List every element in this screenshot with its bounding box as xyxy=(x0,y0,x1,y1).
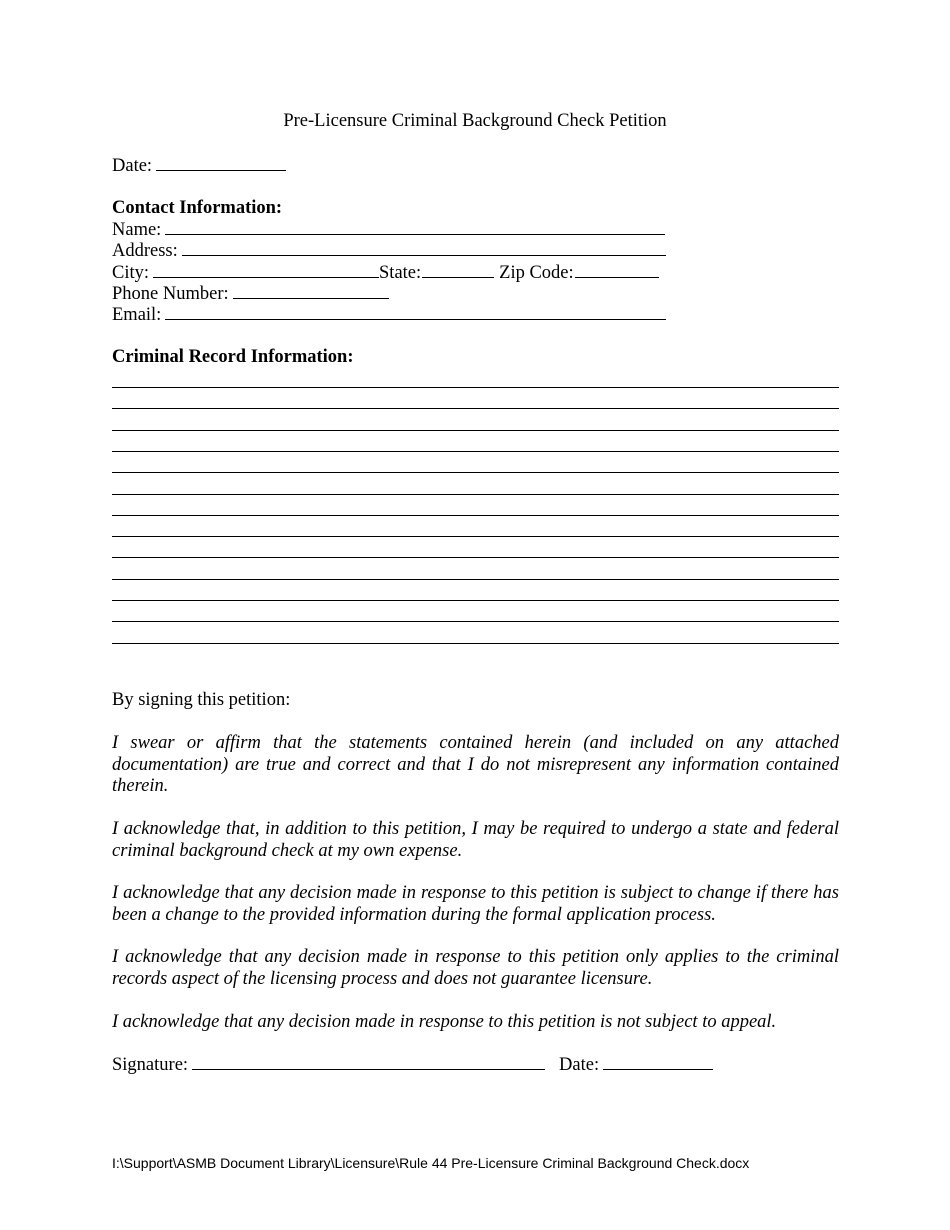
document-title: Pre-Licensure Criminal Background Check Petition xyxy=(283,111,667,131)
name-field-row xyxy=(112,219,665,241)
statement-2: I acknowledge that, in addition to this petition, I may be required to undergo a state and federal criminal background check at my own expense. xyxy=(112,819,839,861)
email-field-row xyxy=(112,304,666,326)
signature-date-label: Date: xyxy=(559,1055,600,1075)
statement-5: I acknowledge that any decision made in response to this petition is not subject to appeal. xyxy=(112,1012,777,1032)
signature-date-blank[interactable] xyxy=(603,1054,713,1070)
signature-blank[interactable] xyxy=(192,1054,545,1070)
criminal-record-line[interactable] xyxy=(112,643,839,644)
criminal-heading: Criminal Record Information: xyxy=(112,347,354,367)
criminal-record-line[interactable] xyxy=(112,579,839,580)
date-field-row xyxy=(112,155,286,177)
criminal-record-line[interactable] xyxy=(112,387,839,388)
criminal-record-line[interactable] xyxy=(112,430,839,431)
address-field-row xyxy=(112,240,666,262)
statement-3: I acknowledge that any decision made in response to this petition is subject to change if there has been a change to the provided information during the formal application process. xyxy=(112,883,839,925)
criminal-record-line[interactable] xyxy=(112,515,839,516)
criminal-record-line[interactable] xyxy=(112,408,839,409)
zip-blank[interactable] xyxy=(575,262,659,278)
email-label: Email: xyxy=(112,305,162,325)
criminal-record-line[interactable] xyxy=(112,621,839,622)
contact-heading: Contact Information: xyxy=(112,198,283,218)
statement-1: I swear or affirm that the statements contained herein (and included on any attached documentation) are true and correct and that I do not misrepresent any information contained therein. xyxy=(112,733,839,796)
name-label: Name: xyxy=(112,220,162,240)
zip-label: Zip Code: xyxy=(499,263,574,283)
city-state-zip-row xyxy=(112,262,659,284)
signature-label: Signature: xyxy=(112,1055,189,1075)
state-blank[interactable] xyxy=(422,262,494,278)
name-blank[interactable] xyxy=(165,219,665,235)
criminal-record-line[interactable] xyxy=(112,494,839,495)
city-label: City: xyxy=(112,263,150,283)
phone-field-row xyxy=(112,283,389,305)
email-blank[interactable] xyxy=(165,304,666,320)
address-blank[interactable] xyxy=(182,240,666,256)
state-label: State: xyxy=(379,263,422,283)
criminal-record-line[interactable] xyxy=(112,451,839,452)
criminal-record-line[interactable] xyxy=(112,557,839,558)
date-label: Date: xyxy=(112,156,153,176)
signing-intro: By signing this petition: xyxy=(112,690,291,710)
criminal-record-line[interactable] xyxy=(112,536,839,537)
city-blank[interactable] xyxy=(153,262,379,278)
criminal-record-line[interactable] xyxy=(112,600,839,601)
criminal-record-line[interactable] xyxy=(112,472,839,473)
address-label: Address: xyxy=(112,241,178,261)
phone-label: Phone Number: xyxy=(112,284,229,304)
date-blank[interactable] xyxy=(156,155,286,171)
phone-blank[interactable] xyxy=(233,283,389,299)
statement-4: I acknowledge that any decision made in response to this petition only applies to the criminal records aspect of the licensing process and does not guarantee licensure. xyxy=(112,947,839,989)
signature-row xyxy=(112,1054,713,1076)
footer-file-path: I:\Support\ASMB Document Library\Licensure\Rule 44 Pre-Licensure Criminal Background Check.docx xyxy=(112,1155,750,1171)
